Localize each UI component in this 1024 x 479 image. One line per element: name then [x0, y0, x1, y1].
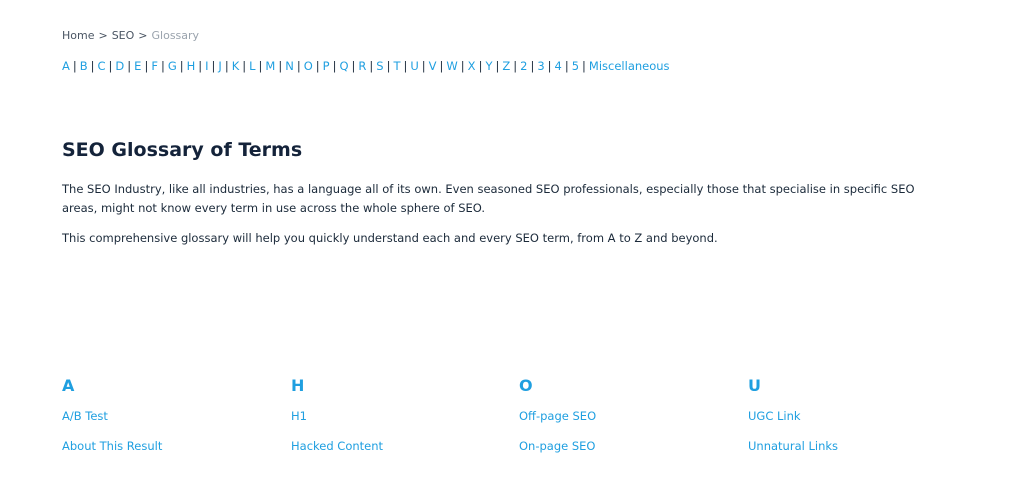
- alphabet-separator: |: [439, 59, 444, 73]
- alphabet-separator: |: [90, 59, 95, 73]
- breadcrumb-separator: >: [138, 29, 148, 42]
- alphabet-link-i[interactable]: I: [205, 59, 209, 73]
- alphabet-separator: |: [224, 59, 229, 73]
- alphabet-separator: |: [211, 59, 216, 73]
- alphabet-separator: |: [530, 59, 535, 73]
- alphabet-separator: |: [495, 59, 500, 73]
- alphabet-separator: |: [127, 59, 132, 73]
- breadcrumb: [62, 29, 199, 42]
- alphabet-link-2[interactable]: 2: [520, 59, 528, 73]
- alphabet-link-h[interactable]: H: [186, 59, 196, 73]
- alphabet-separator: |: [564, 59, 569, 73]
- alphabet-link-q[interactable]: Q: [339, 59, 349, 73]
- alphabet-separator: |: [421, 59, 426, 73]
- alphabet-separator: |: [144, 59, 149, 73]
- glossary-groups: [62, 376, 962, 476]
- alphabet-link-3[interactable]: 3: [537, 59, 545, 73]
- alphabet-link-v[interactable]: V: [428, 59, 437, 73]
- alphabet-separator: |: [513, 59, 518, 73]
- alphabet-separator: |: [547, 59, 552, 73]
- alphabet-link-y[interactable]: Y: [485, 59, 493, 73]
- alphabet-link-n[interactable]: N: [285, 59, 294, 73]
- alphabet-link-m[interactable]: M: [265, 59, 276, 73]
- alphabet-link-f[interactable]: F: [151, 59, 158, 73]
- group-letter: U: [748, 376, 761, 395]
- alphabet-separator: |: [72, 59, 77, 73]
- alphabet-separator: |: [198, 59, 203, 73]
- glossary-group-h: [291, 376, 383, 469]
- alphabet-separator: |: [258, 59, 263, 73]
- intro-paragraph: This comprehensive glossary will help you quickly understand each and every SEO term, from A to Z and beyond.: [62, 231, 718, 245]
- alphabet-separator: |: [160, 59, 165, 73]
- term-link[interactable]: About This Result: [62, 439, 163, 453]
- breadcrumb-separator: >: [98, 29, 108, 42]
- alphabet-separator: |: [108, 59, 113, 73]
- alphabet-link-d[interactable]: D: [115, 59, 125, 73]
- glossary-group-u: [748, 376, 838, 469]
- alphabet-link-c[interactable]: C: [97, 59, 106, 73]
- alphabet-separator: |: [332, 59, 337, 73]
- alphabet-link-t[interactable]: T: [393, 59, 401, 73]
- alphabet-link-o[interactable]: O: [303, 59, 313, 73]
- alphabet-link-w[interactable]: W: [446, 59, 458, 73]
- intro-text: [62, 180, 952, 259]
- glossary-group-a: [62, 376, 162, 469]
- term-link[interactable]: On-page SEO: [519, 439, 596, 453]
- alphabet-separator: |: [369, 59, 374, 73]
- breadcrumb-item-seo[interactable]: SEO: [111, 29, 135, 42]
- term-link[interactable]: Off-page SEO: [519, 409, 597, 423]
- group-letter: A: [62, 376, 75, 395]
- alphabet-link-x[interactable]: X: [467, 59, 476, 73]
- alphabet-separator: |: [351, 59, 356, 73]
- alphabet-link-k[interactable]: K: [231, 59, 240, 73]
- alphabet-separator: |: [403, 59, 408, 73]
- alphabet-separator: |: [242, 59, 247, 73]
- alphabet-link-e[interactable]: E: [134, 59, 142, 73]
- alphabet-link-g[interactable]: G: [167, 59, 177, 73]
- alphabet-nav: [62, 59, 670, 73]
- alphabet-separator: |: [582, 59, 586, 73]
- alphabet-separator: |: [478, 59, 483, 73]
- alphabet-link-j[interactable]: J: [218, 59, 222, 73]
- alphabet-separator: |: [296, 59, 301, 73]
- alphabet-separator: |: [278, 59, 283, 73]
- alphabet-link-miscellaneous[interactable]: Miscellaneous: [588, 59, 670, 73]
- page-title: SEO Glossary of Terms: [62, 139, 303, 161]
- alphabet-link-b[interactable]: B: [79, 59, 88, 73]
- alphabet-link-r[interactable]: R: [358, 59, 367, 73]
- glossary-group-o: [519, 376, 596, 469]
- alphabet-separator: |: [315, 59, 320, 73]
- term-link[interactable]: A/B Test: [62, 409, 108, 423]
- breadcrumb-current: Glossary: [151, 29, 200, 42]
- alphabet-link-a[interactable]: A: [62, 59, 70, 73]
- term-link[interactable]: H1: [291, 409, 307, 423]
- alphabet-separator: |: [386, 59, 391, 73]
- term-link[interactable]: Unnatural Links: [748, 439, 839, 453]
- group-letter: H: [291, 376, 305, 395]
- term-link[interactable]: Hacked Content: [291, 439, 384, 453]
- alphabet-separator: |: [179, 59, 184, 73]
- group-letter: O: [519, 376, 533, 395]
- alphabet-link-u[interactable]: U: [410, 59, 419, 73]
- alphabet-link-z[interactable]: Z: [502, 59, 511, 73]
- alphabet-link-p[interactable]: P: [322, 59, 330, 73]
- intro-paragraph: The SEO Industry, like all industries, has a language all of its own. Even seasoned SEO professionals, especially those that specialise in specific SEO areas, might not know every term in use across the whole sphere of SEO.: [62, 182, 915, 215]
- alphabet-link-4[interactable]: 4: [554, 59, 562, 73]
- alphabet-link-l[interactable]: L: [249, 59, 256, 73]
- alphabet-link-5[interactable]: 5: [571, 59, 580, 73]
- term-link[interactable]: UGC Link: [748, 409, 801, 423]
- alphabet-separator: |: [460, 59, 465, 73]
- alphabet-link-s[interactable]: S: [376, 59, 384, 73]
- breadcrumb-item-home[interactable]: Home: [62, 29, 95, 42]
